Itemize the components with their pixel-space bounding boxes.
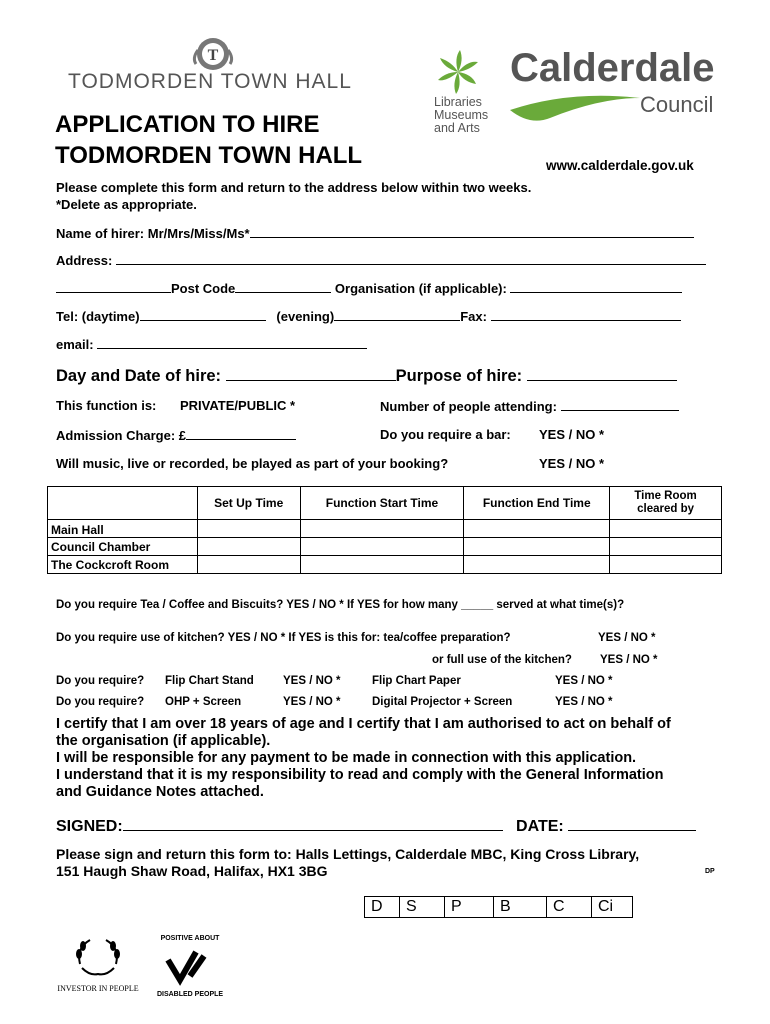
fax-input[interactable] — [491, 308, 681, 321]
kitchen-question: Do you require use of kitchen? YES / NO * If YES is this for: tea/coffee preparation? — [56, 632, 511, 644]
signed-label: SIGNED: — [56, 818, 123, 835]
require-label: Do you require? — [56, 696, 145, 708]
table-header-cell: Function Start Time — [300, 487, 464, 520]
office-code-cell: D — [365, 897, 400, 918]
certification-line-3: I will be responsible for any payment to be made in connection with this application. — [56, 750, 637, 766]
libraries-museums-arts-label: Libraries Museums and Arts — [434, 95, 489, 135]
tel-evening-label: (evening) — [276, 309, 335, 324]
people-attending-label: Number of people attending: — [380, 399, 557, 414]
kitchen-prep-value[interactable]: YES / NO * — [598, 632, 656, 644]
kitchen-full-value[interactable]: YES / NO * — [600, 654, 658, 666]
function-type-value[interactable]: PRIVATE/PUBLIC * — [180, 398, 296, 413]
flip-stand-value[interactable]: YES / NO * — [283, 675, 341, 687]
postcode-org-row — [56, 280, 682, 296]
start-time-cell[interactable] — [300, 556, 464, 574]
projector-label: Digital Projector + Screen — [372, 696, 513, 708]
date-label: DATE: — [516, 818, 564, 835]
room-name-cell: The Cockcroft Room — [48, 556, 198, 574]
purpose-label: Purpose of hire: — [395, 367, 523, 385]
investor-in-people-logo — [56, 934, 140, 994]
day-date-label: Day and Date of hire: — [56, 367, 222, 385]
return-address-line-1: Please sign and return this form to: Halls Lettings, Calderdale MBC, King Cross Library, — [56, 846, 640, 862]
address-input[interactable] — [116, 252, 706, 265]
office-code-cell: B — [494, 897, 547, 918]
postcode-label: Post Code — [171, 281, 236, 296]
positive-about-text: POSITIVE ABOUT — [160, 935, 220, 942]
day-date-purpose-row — [56, 365, 677, 386]
certification-line-5: and Guidance Notes attached. — [56, 784, 264, 800]
room-name-cell: Main Hall — [48, 520, 198, 538]
town-hall-logo-text: TODMORDEN TOWN HALL — [68, 70, 352, 93]
return-address-line-2: 151 Haugh Shaw Road, Halifax, HX1 3BG — [56, 863, 328, 879]
address-field-row — [56, 252, 706, 268]
start-time-cell[interactable] — [300, 520, 464, 538]
music-label: Will music, live or recorded, be played as part of your booking? — [56, 456, 449, 471]
certification-line-2: the organisation (if applicable). — [56, 733, 271, 749]
end-time-cell[interactable] — [464, 538, 610, 556]
music-value[interactable]: YES / NO * — [539, 456, 605, 471]
table-row — [48, 556, 722, 574]
organisation-label: Organisation (if applicable): — [334, 281, 507, 296]
form-title-line-2: TODMORDEN TOWN HALL — [55, 142, 363, 169]
day-date-input[interactable] — [226, 365, 396, 381]
intro-instructions: Please complete this form and return to the address below within two weeks. — [56, 180, 532, 195]
council-brand-sub: Council — [640, 92, 714, 117]
function-type-label: This function is: — [56, 398, 157, 413]
ohp-label: OHP + Screen — [165, 696, 242, 708]
disabled-people-text: DISABLED PEOPLE — [156, 991, 224, 998]
tel-row — [56, 308, 681, 324]
table-header-cell: Function End Time — [464, 487, 610, 520]
table-header-cell — [48, 487, 198, 520]
kitchen-full-label: or full use of the kitchen? — [432, 654, 572, 666]
postcode-input[interactable] — [235, 280, 331, 293]
admission-label: Admission Charge: £ — [56, 428, 187, 443]
fax-label: Fax: — [460, 309, 487, 324]
name-input[interactable] — [250, 225, 694, 238]
libraries-pinwheel-icon — [436, 48, 492, 100]
email-row — [56, 336, 367, 352]
room-name-cell: Council Chamber — [48, 538, 198, 556]
require-label: Do you require? — [56, 675, 145, 687]
intro-delete-note: *Delete as appropriate. — [56, 197, 197, 212]
flip-paper-value[interactable]: YES / NO * — [555, 675, 613, 687]
signature-row — [56, 816, 696, 836]
admission-input[interactable] — [186, 427, 296, 440]
table-row — [48, 538, 722, 556]
start-time-cell[interactable] — [300, 538, 464, 556]
cleared-time-cell[interactable] — [610, 520, 722, 538]
admission-row — [56, 427, 296, 443]
bar-value[interactable]: YES / NO * — [539, 427, 605, 442]
table-row — [48, 520, 722, 538]
table-header-cell: Time Room cleared by — [610, 487, 722, 520]
positive-about-disabled-people-logo — [150, 930, 230, 1000]
email-label: email: — [56, 337, 94, 352]
purpose-input[interactable] — [527, 365, 677, 381]
setup-time-cell[interactable] — [197, 520, 300, 538]
setup-time-cell[interactable] — [197, 556, 300, 574]
people-attending-row — [380, 398, 679, 414]
people-attending-input[interactable] — [561, 398, 679, 411]
website-link[interactable]: www.calderdale.gov.uk — [546, 158, 694, 173]
email-input[interactable] — [97, 336, 367, 349]
address-label: Address: — [56, 253, 113, 268]
office-code-cell: C — [547, 897, 592, 918]
office-code-cell: Ci — [592, 897, 633, 918]
name-label: Name of hirer: Mr/Mrs/Miss/Ms* — [56, 226, 250, 241]
office-code-cell: P — [445, 897, 494, 918]
svg-text:T: T — [207, 47, 219, 64]
office-code-cell: S — [400, 897, 445, 918]
table-header-cell: Set Up Time — [197, 487, 300, 520]
end-time-cell[interactable] — [464, 556, 610, 574]
bar-label: Do you require a bar: — [380, 427, 511, 442]
flip-stand-label: Flip Chart Stand — [165, 675, 254, 687]
investor-in-people-text: INVESTOR IN PEOPLE — [57, 984, 139, 993]
cleared-time-cell[interactable] — [610, 556, 722, 574]
table-header-row — [48, 487, 722, 520]
date-input[interactable] — [568, 816, 696, 831]
flip-paper-label: Flip Chart Paper — [372, 675, 461, 687]
signature-input[interactable] — [123, 816, 503, 831]
certification-line-1: I certify that I am over 18 years of age and I certify that I am authorised to act on behalf of — [56, 716, 671, 732]
address-line-2-input[interactable] — [56, 280, 171, 293]
tel-evening-input[interactable] — [334, 308, 460, 321]
tel-daytime-label: Tel: (daytime) — [56, 309, 140, 324]
end-time-cell[interactable] — [464, 520, 610, 538]
form-title-line-1: APPLICATION TO HIRE — [55, 111, 320, 138]
tel-daytime-input[interactable] — [140, 308, 266, 321]
ohp-value[interactable]: YES / NO * — [283, 696, 341, 708]
dp-code: DP — [705, 868, 715, 875]
room-times-table — [47, 486, 722, 574]
cleared-time-cell[interactable] — [610, 538, 722, 556]
calderdale-brand-name: Calderdale — [510, 46, 715, 90]
organisation-input[interactable] — [510, 280, 682, 293]
office-use-codes — [364, 896, 633, 918]
name-field-row — [56, 225, 694, 241]
setup-time-cell[interactable] — [197, 538, 300, 556]
projector-value[interactable]: YES / NO * — [555, 696, 613, 708]
tea-coffee-question[interactable]: Do you require Tea / Coffee and Biscuits? YES / NO * If YES for how many _____ served at what time(s)? — [56, 599, 625, 611]
certification-line-4: I understand that it is my responsibility to read and comply with the General Information — [56, 767, 664, 783]
